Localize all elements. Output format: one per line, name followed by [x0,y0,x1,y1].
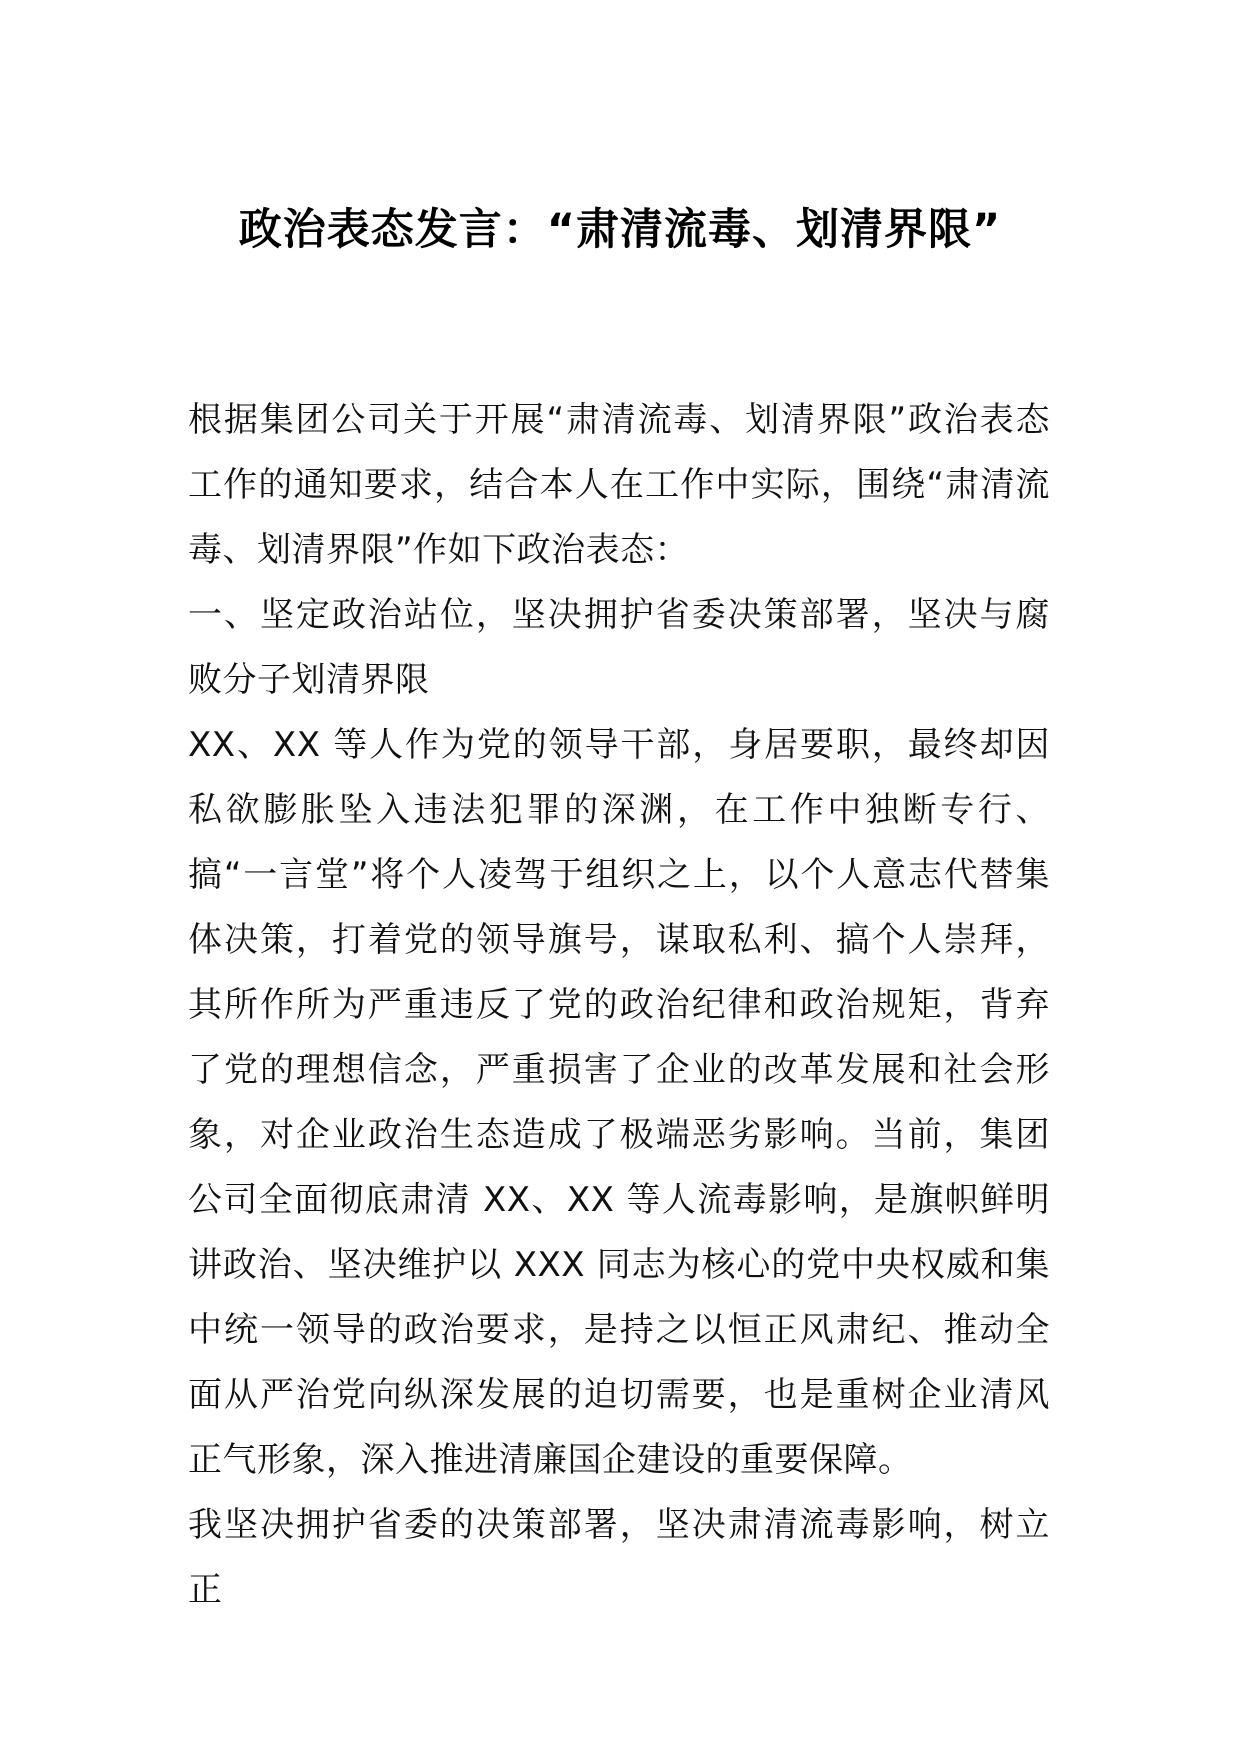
document-title: 政治表态发言：“肃清流毒、划清界限” [238,205,1002,255]
document-body [188,388,1050,1623]
section-heading-one: 一、坚定政治站位，坚决拥护省委决策部署，坚决与腐败分子划清界限 [188,595,1050,700]
paragraph-intro: 根据集团公司关于开展“肃清流毒、划清界限”政治表态工作的通知要求，结合本人在工作中实际，围绕“肃清流毒、划清界限”作如下政治表态： [188,400,1050,570]
paragraph-pledge: 我坚决拥护省委的决策部署，坚决肃清流毒影响，树立正 [188,1505,1050,1610]
paragraph-main: XX、XX 等人作为党的领导干部，身居要职，最终却因私欲膨胀坠入违法犯罪的深渊，在工作中独断专行、搞“一言堂”将个人凌驾于组织之上，以个人意志代替集体决策，打着党的领导旗号，谋取私利、搞个人崇拜，其所作所为严重违反了党的政治纪律和政治规矩，背弃了党的理想信念，严重损害了企业的改革发展和社会形象，对企业政治生态造成了极端恶劣影响。当前，集团公司全面彻底肃清 XX、XX 等人流毒影响，是旗帜鲜明讲政治、坚决维护以 XXX 同志为核心的党中央权威和集中统一领导的政治要求，是持之以恒正风肃纪、推动全面从严治党向纵深发展的迫切需要，也是重树企业清风正气形象，深入推进清廉国企建设的重要保障。 [188,725,1050,1480]
